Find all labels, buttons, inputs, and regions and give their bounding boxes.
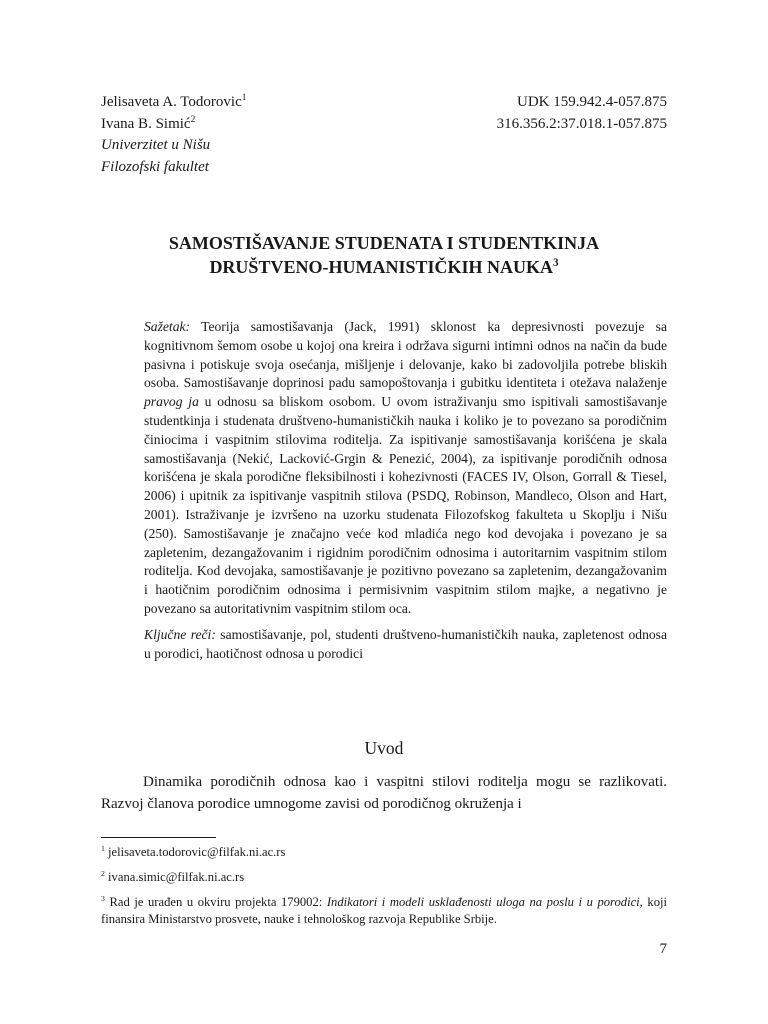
title-line-1: SAMOSTIŠAVANJE STUDENATA I STUDENTKINJA	[168, 233, 600, 253]
abstract-paragraph	[144, 318, 667, 619]
udk-line-2: 316.356.2:37.018.1-057.875	[496, 115, 667, 132]
abstract	[144, 318, 667, 663]
title-line-2	[101, 255, 667, 279]
footnote-2-email: ivana.simic@filfak.ni.ac.rs	[104, 870, 245, 884]
author-block	[101, 92, 246, 178]
university: Univerzitet u Nišu	[101, 137, 211, 153]
author-1	[101, 92, 246, 114]
author-1-footnote-ref: 1	[241, 93, 247, 103]
abstract-text-b: u odnosu sa bliskom osobom. U ovom istraživanju smo ispitivali samostišavanje studentkinja i studenata društveno-humanističkih nauka i koliko je to povezano sa porodičnim činiocima i vaspitnim stilovima roditelja. Za ispitivanje samostišavanja korišćena je skala samostišavanja (Nekić, Lacković-Grgin & Penezić, 2004), za ispitivanje porodičnih odnosa korišćena je skala porodične fleksibilnosti i kohezivnosti (FACES IV, Olson, Gorrall & Tiesel, 2006) i upitnik za ispitivanje vaspitnih stilova (PSDQ, Robinson, Mandleco, Olson and Hart, 2001). Istraživanje je izvršeno na uzorku studenata Filozofskog fakulteta u Skoplju i Nišu (250). Samostišavanje je značajno veće kod mladića nego kod devojaka i povezano je sa zapletenim, dezangažovanim i rigidnim porodičnim odnosima i autoritarnim vaspitnim stilom roditelja. Kod devojaka, samostišavanje je pozitivno povezano sa zapletenim, dezangažovanim i haotičnim porodičnim odnosima i permisivnim vaspitnim stilom majke, a negativno je povezano sa autoritativnim vaspitnim stilom oca.	[144, 394, 668, 616]
paper-title	[101, 231, 667, 279]
footnote-3	[101, 894, 667, 928]
body-paragraph: Dinamika porodičnih odnosa kao i vaspitni stilovi roditelja mogu se razlikovati. Razvoj članova porodice umnogome zavisi od porodičnog okruženja i	[101, 774, 667, 812]
title-line-2-text: DRUŠTVENO-HUMANISTIČKIH NAUKA	[209, 257, 553, 277]
keywords-label: Ključne reči:	[144, 626, 216, 642]
faculty: Filozofski fakultet	[101, 158, 209, 175]
author-2-name: Ivana B. Simić	[101, 115, 191, 132]
footnote-1	[101, 844, 667, 861]
abstract-label: Sažetak:	[144, 319, 191, 334]
footnote-3-project-title: Indikatori i modeli usklađenosti uloga na poslu i u porodici,	[326, 895, 643, 909]
author-1-name: Jelisaveta A. Todorovic	[101, 94, 242, 110]
title-footnote-ref: 3	[552, 257, 559, 269]
keywords-text: samostišavanje, pol, studenti društveno-humanističkih nauka, zapletenost odnosa u porodici, haotičnost odnosa u porodici	[144, 626, 667, 661]
abstract-italic-term: pravog ja	[144, 394, 199, 410]
footnote-3-text-a: Rad je urađen u okviru projekta 179002:	[104, 895, 327, 909]
section-heading: Uvod	[364, 738, 404, 758]
footnote-1-email: jelisaveta.todorovic@filfak.ni.ac.rs	[104, 845, 286, 859]
body-text	[101, 772, 667, 815]
keywords	[144, 626, 667, 664]
footnote-3-number: 3	[101, 893, 105, 903]
footnote-2	[101, 869, 667, 886]
footnotes	[101, 844, 667, 936]
page-number: 7	[659, 941, 667, 957]
footnote-1-number: 1	[101, 843, 105, 853]
footnote-2-number: 2	[101, 868, 105, 878]
abstract-text-a: Teorija samostišavanja (Jack, 1991) sklonost ka depresivnosti povezuje sa kognitivnom šemom osobe u kojoj ona kreira i održava sigurni intimni odnos na način da bude pasivna i potiskuje svoja osećanja, mišljenje i delovanje, kako bi zadovoljila potrebe bliskih osoba. Samostišavanje doprinosi padu samopoštovanja i gubitku identiteta i otežava nalaženje	[144, 319, 667, 391]
author-2	[101, 114, 246, 136]
author-2-footnote-ref: 2	[190, 114, 196, 125]
footnote-3-text-b: koji finansira Ministarstvo prosvete, nauke i tehnološkog razvoja Republike Srbije.	[101, 895, 667, 926]
udk-line-1: UDK 159.942.4-057.875	[517, 94, 667, 110]
footnote-separator	[101, 837, 216, 838]
udk-classification	[497, 92, 667, 135]
